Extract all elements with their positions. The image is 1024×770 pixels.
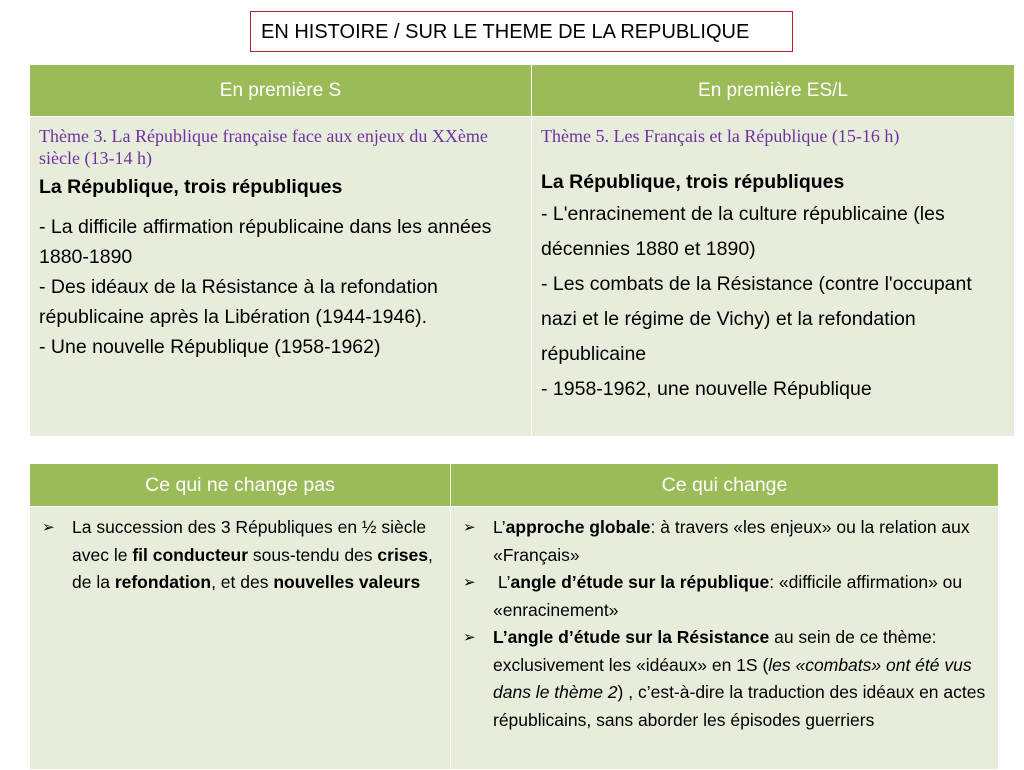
subtitle-s: La République, trois républiques (39, 176, 343, 198)
changes-table (29, 463, 999, 770)
curriculum-table (29, 64, 1015, 437)
list-item: ➢ L’angle d’étude sur la Résistance au sein de ce thème: exclusivement les «idéaux» en 1S (les «combats» ont été vus dans le thème 2) , c’est-à-dire la traduction des idéaux en actes républicains, sans aborder les épisodes guerriers (461, 624, 988, 734)
page-title: EN HISTOIRE / SUR LE THEME DE LA REPUBLIQUE (250, 11, 793, 52)
theme-title-esl: Thème 5. Les Français et la République (15-16 h) (541, 126, 900, 146)
header-premiere-s: En première S (30, 65, 532, 117)
header-premiere-esl: En première ES/L (532, 65, 1015, 117)
arrow-bullet-icon: ➢ (463, 519, 476, 536)
cell-changed (451, 507, 999, 770)
header-changed: Ce qui change (451, 464, 999, 507)
arrow-bullet-icon: ➢ (42, 519, 55, 536)
subtitle-esl: La République, trois républiques (541, 171, 845, 193)
list-item: ➢ La succession des 3 Républiques en ½ siècle avec le fil conducteur sous-tendu des crises, de la refondation, et des nouvelles valeurs (40, 514, 440, 597)
list-item: - Les combats de la Résistance (contre l'occupant nazi et le régime de Vichy) et la refondation républicaine (541, 273, 972, 365)
list-item: - La difficile affirmation républicaine dans les années 1880-1890 (39, 216, 492, 268)
list-item: - L'enracinement de la culture républicaine (les décennies 1880 et 1890) (541, 203, 945, 260)
header-unchanged: Ce qui ne change pas (30, 464, 451, 507)
list-item: ➢ L’approche globale: à travers «les enjeux» ou la relation aux «Français» (461, 514, 988, 569)
cell-premiere-esl (532, 117, 1015, 437)
cell-unchanged (30, 507, 451, 770)
items-esl (541, 197, 1005, 407)
cell-premiere-s (30, 117, 532, 437)
list-item: - 1958-1962, une nouvelle République (541, 378, 872, 400)
list-item: ➢ L’angle d’étude sur la république: «difficile affirmation» ou «enracinement» (461, 569, 988, 624)
list-item: - Une nouvelle République (1958-1962) (39, 336, 381, 358)
arrow-bullet-icon: ➢ (463, 574, 476, 591)
list-item: - Des idéaux de la Résistance à la refondation républicaine après la Libération (1944-1946). (39, 276, 438, 328)
theme-title-s: Thème 3. La République française face aux enjeux du XXème siècle (13-14 h) (39, 126, 488, 168)
arrow-bullet-icon: ➢ (463, 629, 476, 646)
items-s (39, 212, 522, 362)
